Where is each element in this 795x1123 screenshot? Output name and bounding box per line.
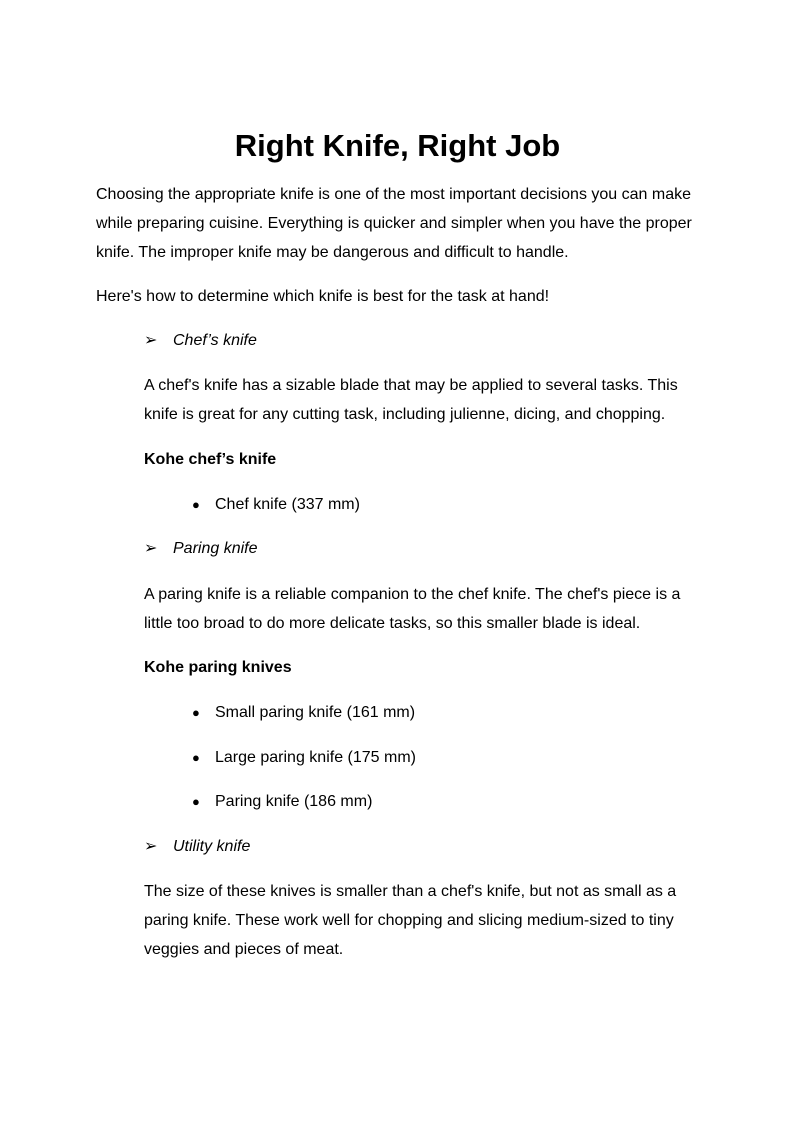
bullet-icon: ● bbox=[192, 497, 200, 512]
bullet-icon: ● bbox=[192, 794, 200, 809]
product-heading-chefs-knife: Kohe chef’s knife bbox=[144, 451, 277, 468]
product-item: Chef knife (337 mm) bbox=[215, 496, 360, 513]
section-description-utility-knife: The size of these knives is smaller than a chef's knife, but not as small as a paring knife. These work well for chopping and slicing medium-sized to tiny veggies and pieces of meat. bbox=[144, 883, 677, 958]
section-heading-paring-knife: Paring knife bbox=[173, 540, 258, 557]
product-item: Large paring knife (175 mm) bbox=[215, 749, 416, 766]
lead-paragraph: Here's how to determine which knife is best for the task at hand! bbox=[96, 288, 550, 305]
page-title: Right Knife, Right Job bbox=[234, 128, 561, 163]
section-description-paring-knife: A paring knife is a reliable companion to the chef knife. The chef's piece is a little too broad to do more delicate tasks, so this smaller blade is ideal. bbox=[144, 586, 681, 632]
product-heading-paring-knives: Kohe paring knives bbox=[144, 659, 292, 676]
product-item: Paring knife (186 mm) bbox=[215, 793, 373, 810]
arrow-bullet-icon: ➢ bbox=[144, 332, 158, 349]
bullet-icon: ● bbox=[192, 705, 200, 720]
section-heading-chefs-knife: Chef’s knife bbox=[173, 332, 257, 349]
arrow-bullet-icon: ➢ bbox=[144, 838, 158, 855]
product-item: Small paring knife (161 mm) bbox=[215, 704, 416, 721]
section-heading-utility-knife: Utility knife bbox=[173, 838, 251, 855]
bullet-icon: ● bbox=[192, 750, 200, 765]
arrow-bullet-icon: ➢ bbox=[144, 540, 158, 557]
intro-paragraph: Choosing the appropriate knife is one of the most important decisions you can make while preparing cuisine. Everything is quicker and simpler when you have the proper knife. The improper knife may be dangerous and difficult to handle. bbox=[96, 186, 692, 261]
section-description-chefs-knife: A chef's knife has a sizable blade that may be applied to several tasks. This knife is great for any cutting task, including julienne, dicing, and chopping. bbox=[144, 377, 678, 423]
